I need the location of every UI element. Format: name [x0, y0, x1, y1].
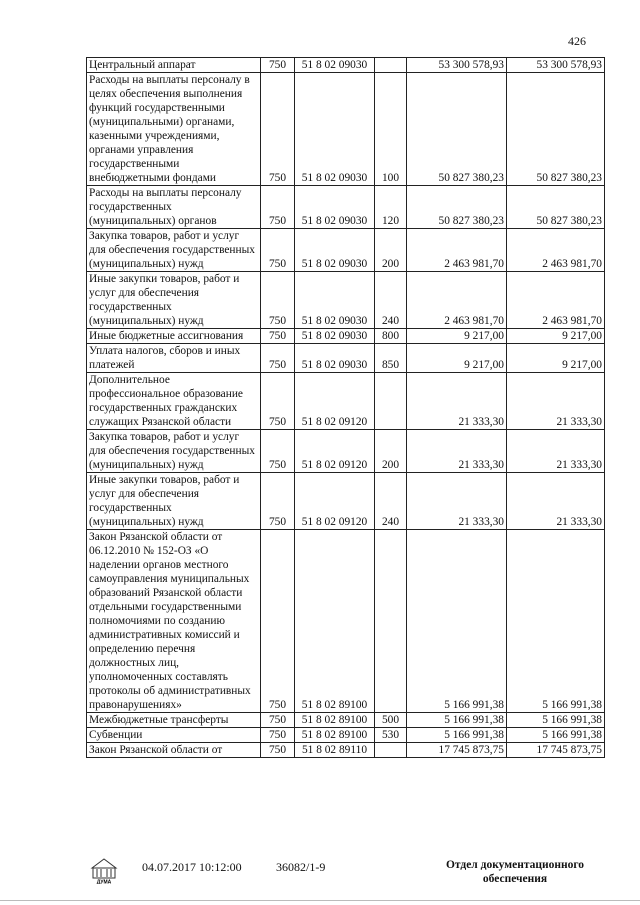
cell-vr: 240	[375, 473, 407, 530]
footer-datetime: 04.07.2017 10:12:00	[142, 860, 242, 874]
cell-vr: 530	[375, 728, 407, 743]
cell-name: Расходы на выплаты персоналу государственных (муниципальных) органов	[87, 186, 261, 229]
cell-sum2: 21 333,30	[507, 430, 605, 473]
cell-name: Закон Рязанской области от 06.12.2010 № 152-ОЗ «О наделении органов местного самоуправления муниципальных образований Рязанской области отдельными государственными полномочиями по созданию административных комиссий и определению перечня должностных лиц, уполномоченных составлять протоколы об административных правонарушениях»	[87, 530, 261, 713]
cell-sum2: 5 166 991,38	[507, 728, 605, 743]
cell-sum1: 2 463 981,70	[407, 272, 507, 329]
cell-sum1: 50 827 380,23	[407, 73, 507, 186]
cell-csr: 51 8 02 09030	[295, 186, 375, 229]
table-row	[87, 743, 605, 758]
cell-ved: 750	[261, 728, 295, 743]
cell-ved: 750	[261, 530, 295, 713]
cell-csr: 51 8 02 09030	[295, 272, 375, 329]
cell-sum2: 2 463 981,70	[507, 229, 605, 272]
cell-csr: 51 8 02 89100	[295, 713, 375, 728]
cell-ved: 750	[261, 743, 295, 758]
cell-csr: 51 8 02 09120	[295, 473, 375, 530]
table-row	[87, 58, 605, 73]
cell-csr: 51 8 02 09030	[295, 73, 375, 186]
cell-sum1: 9 217,00	[407, 329, 507, 344]
cell-ved: 750	[261, 73, 295, 186]
cell-vr	[375, 58, 407, 73]
cell-sum1: 5 166 991,38	[407, 530, 507, 713]
footer-doc-number: 36082/1-9	[276, 860, 326, 874]
cell-ved: 750	[261, 229, 295, 272]
footer-department: Отдел документационного обеспечения	[445, 859, 585, 885]
cell-sum2: 50 827 380,23	[507, 186, 605, 229]
cell-vr: 100	[375, 73, 407, 186]
cell-name: Дополнительное профессиональное образование государственных гражданских служащих Рязанской области	[87, 373, 261, 430]
cell-name: Субвенции	[87, 728, 261, 743]
cell-name: Иные закупки товаров, работ и услуг для обеспечения государственных (муниципальных) нужд	[87, 473, 261, 530]
cell-sum1: 2 463 981,70	[407, 229, 507, 272]
cell-sum2: 17 745 873,75	[507, 743, 605, 758]
table-row	[87, 73, 605, 186]
table-row	[87, 473, 605, 530]
cell-csr: 51 8 02 89100	[295, 728, 375, 743]
logo-text: ДУМА	[96, 879, 112, 884]
cell-vr: 850	[375, 344, 407, 373]
cell-csr: 51 8 02 09030	[295, 329, 375, 344]
cell-sum2: 21 333,30	[507, 373, 605, 430]
cell-vr	[375, 373, 407, 430]
table-row	[87, 229, 605, 272]
cell-sum1: 5 166 991,38	[407, 728, 507, 743]
cell-name: Расходы на выплаты персоналу в целях обеспечения выполнения функций государственными (муниципальными) органами, казенными учреждениями, органами управления государственными внебюджетными фондами	[87, 73, 261, 186]
table-row	[87, 373, 605, 430]
cell-name: Закупка товаров, работ и услуг для обеспечения государственных (муниципальных) нужд	[87, 229, 261, 272]
budget-table	[86, 57, 605, 758]
cell-vr: 120	[375, 186, 407, 229]
cell-name: Уплата налогов, сборов и иных платежей	[87, 344, 261, 373]
cell-ved: 750	[261, 344, 295, 373]
cell-sum1: 50 827 380,23	[407, 186, 507, 229]
cell-csr: 51 8 02 09120	[295, 373, 375, 430]
cell-ved: 750	[261, 329, 295, 344]
cell-csr: 51 8 02 09120	[295, 430, 375, 473]
table-row	[87, 329, 605, 344]
cell-sum1: 21 333,30	[407, 473, 507, 530]
cell-sum1: 9 217,00	[407, 344, 507, 373]
cell-vr: 500	[375, 713, 407, 728]
cell-name: Центральный аппарат	[87, 58, 261, 73]
table-row	[87, 430, 605, 473]
cell-vr: 200	[375, 430, 407, 473]
page-number: 426	[568, 34, 586, 48]
cell-sum2: 5 166 991,38	[507, 713, 605, 728]
cell-sum1: 21 333,30	[407, 430, 507, 473]
cell-vr: 800	[375, 329, 407, 344]
table-row	[87, 713, 605, 728]
cell-sum2: 5 166 991,38	[507, 530, 605, 713]
cell-name: Закон Рязанской области от	[87, 743, 261, 758]
cell-sum2: 53 300 578,93	[507, 58, 605, 73]
cell-sum2: 9 217,00	[507, 344, 605, 373]
cell-vr	[375, 743, 407, 758]
cell-sum1: 21 333,30	[407, 373, 507, 430]
table-row	[87, 186, 605, 229]
table-row	[87, 272, 605, 329]
cell-name: Межбюджетные трансферты	[87, 713, 261, 728]
cell-ved: 750	[261, 473, 295, 530]
cell-ved: 750	[261, 58, 295, 73]
cell-ved: 750	[261, 373, 295, 430]
cell-vr	[375, 530, 407, 713]
cell-name: Закупка товаров, работ и услуг для обеспечения государственных (муниципальных) нужд	[87, 430, 261, 473]
cell-csr: 51 8 02 89100	[295, 530, 375, 713]
cell-csr: 51 8 02 09030	[295, 344, 375, 373]
cell-ved: 750	[261, 430, 295, 473]
cell-sum2: 21 333,30	[507, 473, 605, 530]
bottom-rule	[0, 900, 640, 901]
cell-ved: 750	[261, 713, 295, 728]
cell-ved: 750	[261, 186, 295, 229]
cell-sum1: 17 745 873,75	[407, 743, 507, 758]
footer	[0, 856, 640, 896]
cell-sum1: 5 166 991,38	[407, 713, 507, 728]
table-row	[87, 530, 605, 713]
cell-name: Иные закупки товаров, работ и услуг для обеспечения государственных (муниципальных) нужд	[87, 272, 261, 329]
cell-vr: 240	[375, 272, 407, 329]
duma-logo-icon	[89, 856, 119, 884]
cell-name: Иные бюджетные ассигнования	[87, 329, 261, 344]
cell-vr: 200	[375, 229, 407, 272]
cell-csr: 51 8 02 09030	[295, 229, 375, 272]
cell-ved: 750	[261, 272, 295, 329]
cell-sum2: 50 827 380,23	[507, 73, 605, 186]
cell-sum2: 9 217,00	[507, 329, 605, 344]
cell-csr: 51 8 02 09030	[295, 58, 375, 73]
table-row	[87, 344, 605, 373]
cell-sum2: 2 463 981,70	[507, 272, 605, 329]
cell-csr: 51 8 02 89110	[295, 743, 375, 758]
table-row	[87, 728, 605, 743]
cell-sum1: 53 300 578,93	[407, 58, 507, 73]
